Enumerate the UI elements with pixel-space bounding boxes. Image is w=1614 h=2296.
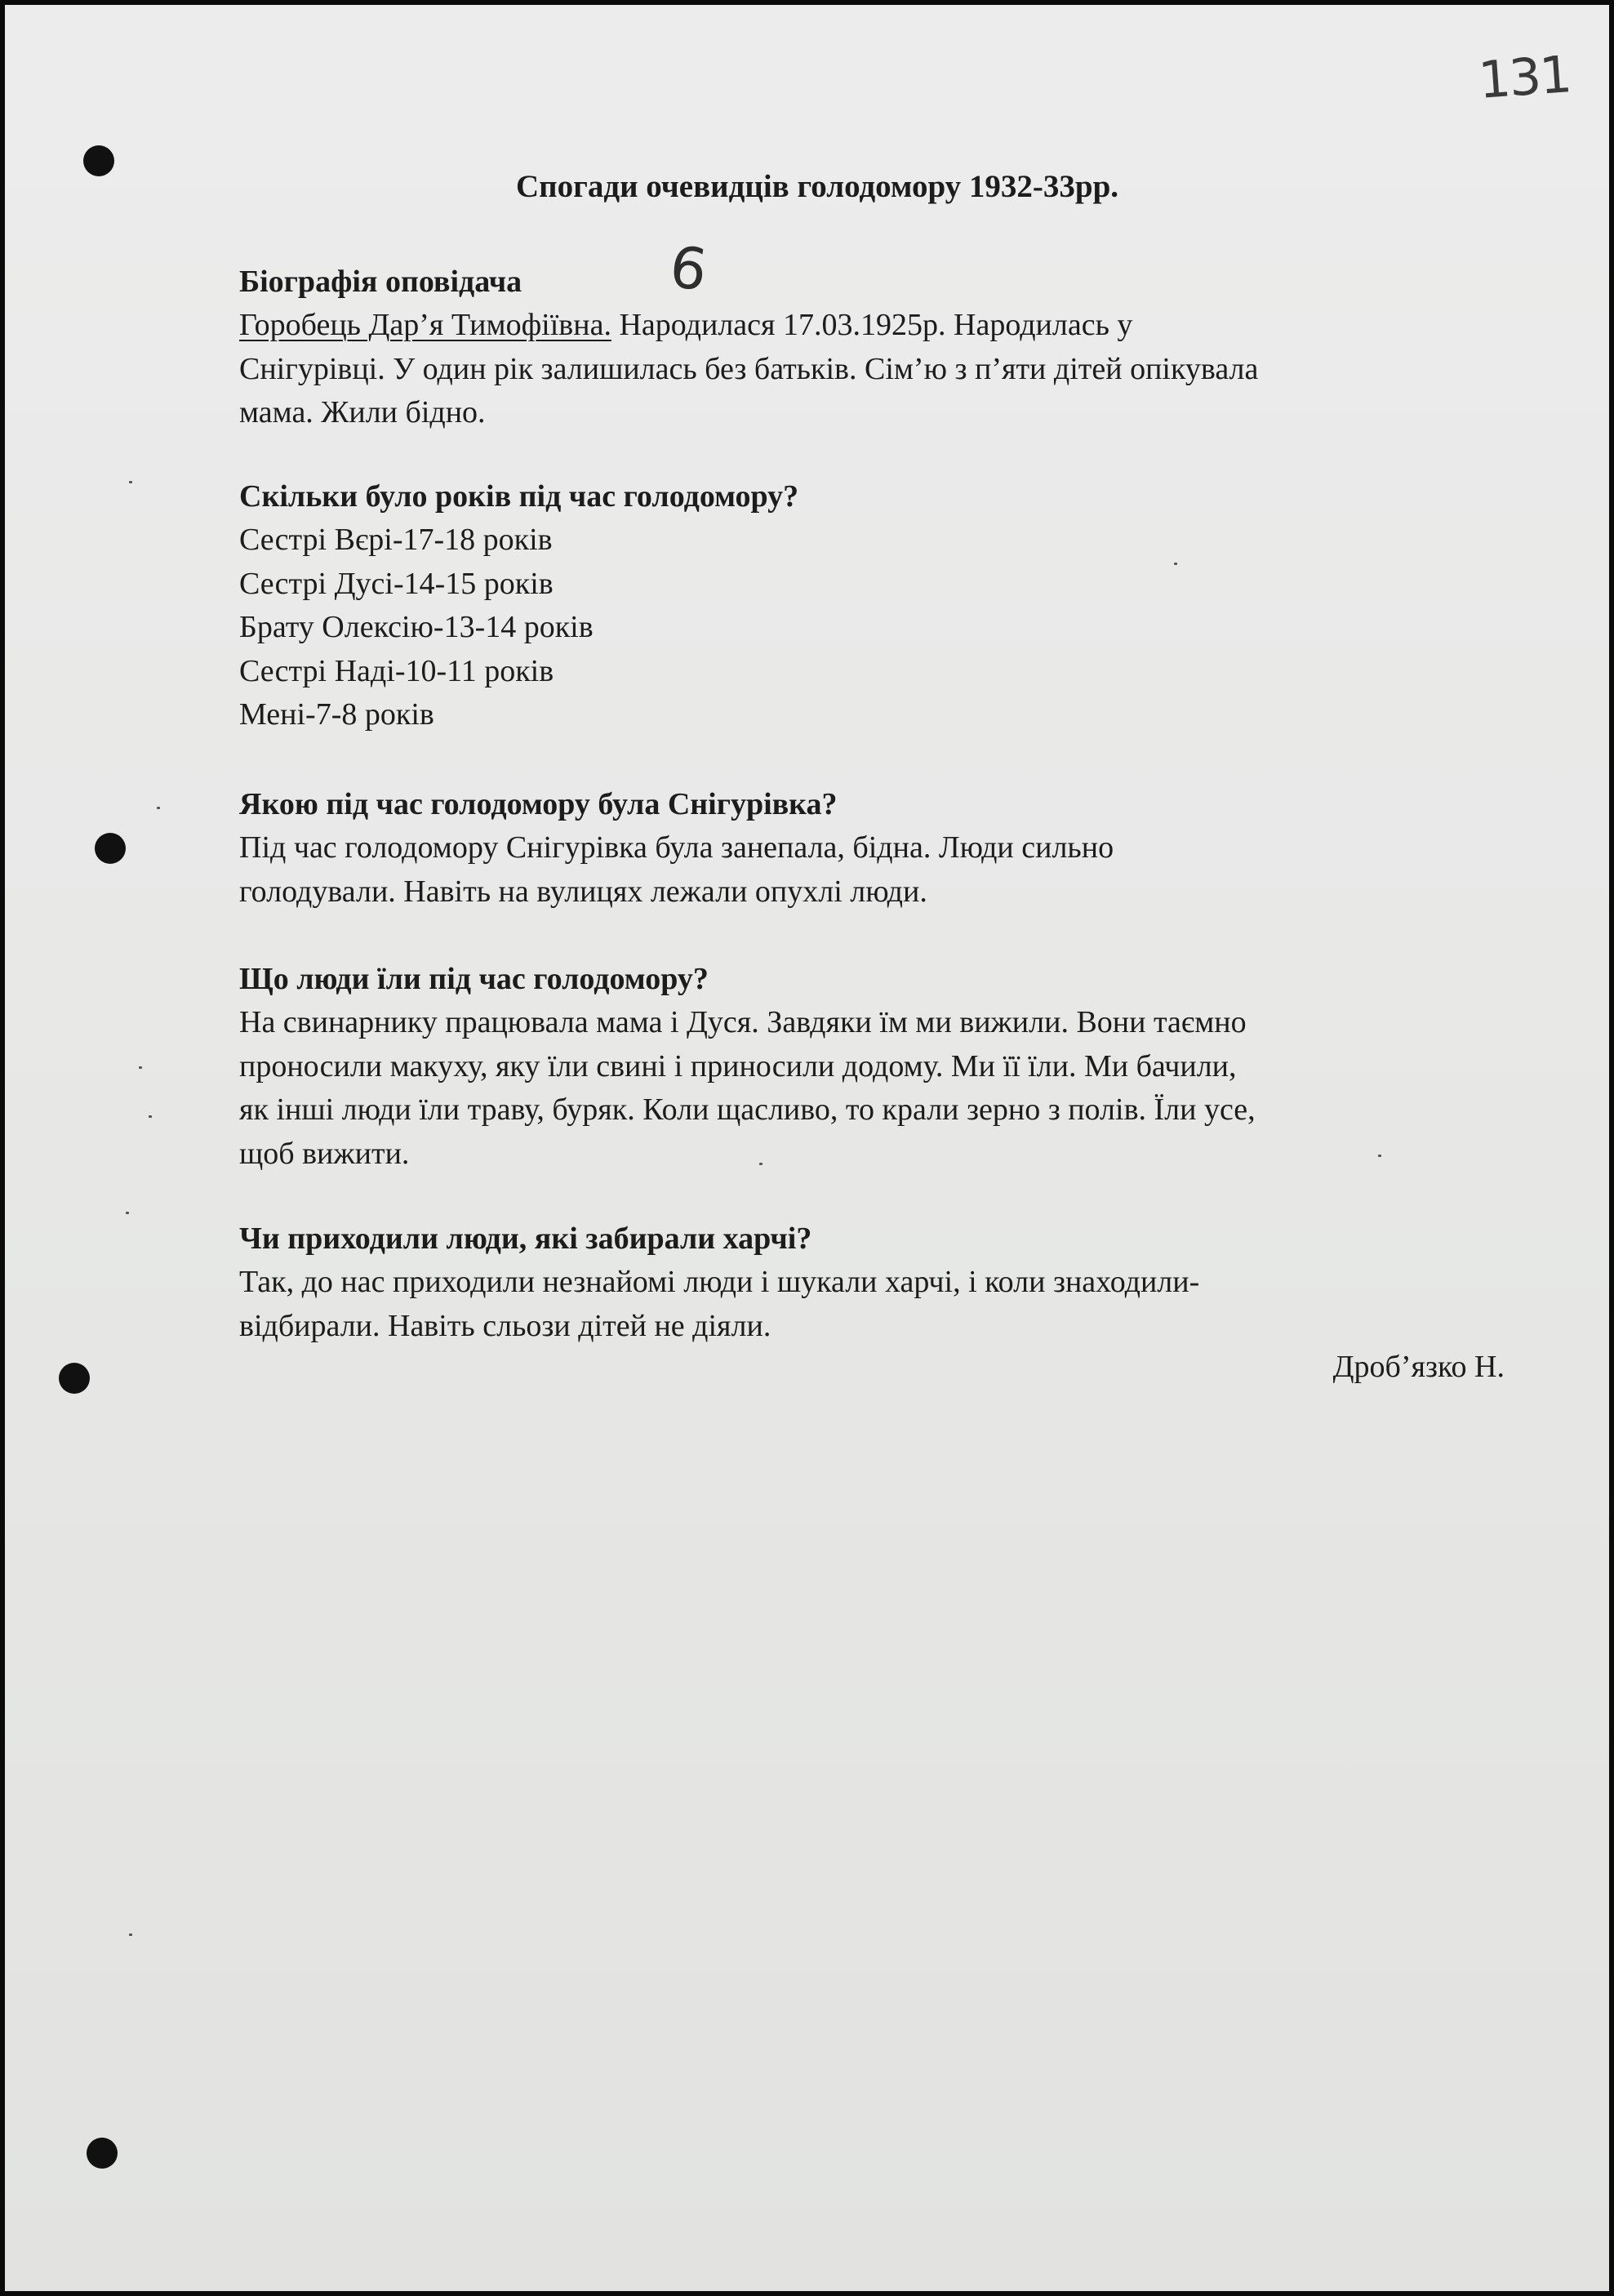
page-title: Спогади очевидців голодомору 1932-33рр.	[516, 169, 1119, 204]
food-section	[239, 957, 1513, 1176]
paragraph-line: щоб вижити.	[239, 1136, 410, 1171]
scan-speck	[157, 807, 160, 809]
list-item: Сестрі Вєрі-17-18 років	[239, 523, 553, 557]
handwritten-mark: 6	[665, 233, 712, 305]
narrator-name: Горобець Дар’я Тимофіївна.	[239, 308, 611, 342]
paragraph-line: відбирали. Навіть сльози дітей не діяли.	[239, 1308, 771, 1343]
punch-hole-icon	[59, 1363, 90, 1394]
scan-speck	[126, 1212, 129, 1214]
punch-hole-icon	[87, 2138, 118, 2169]
list-item: Брату Олексію-13-14 років	[239, 610, 594, 644]
punch-hole-icon	[83, 145, 114, 176]
biography-line: мама. Жили бідно.	[239, 395, 486, 429]
biography-section	[239, 260, 1513, 435]
paragraph-line: На свинарнику працювала мама і Дуся. Завдяки їм ми вижили. Вони таємно	[239, 1005, 1247, 1039]
signature: Дроб’язко Н.	[1332, 1350, 1505, 1384]
paragraph-line: Під час голодомору Снігурівка була занепала, бідна. Люди сильно	[239, 830, 1114, 865]
biography-line: Снігурівці. У один рік залишилась без батьків. Сім’ю з п’яти дітей опікувала	[239, 351, 1259, 386]
biography-text	[239, 304, 1513, 435]
handwritten-folio-number: 131	[1476, 44, 1572, 110]
confiscation-text	[239, 1261, 1513, 1348]
confiscation-section	[239, 1217, 1513, 1348]
scan-speck	[129, 1933, 132, 1936]
document-page	[5, 5, 1609, 2291]
list-item: Мені-7-8 років	[239, 697, 434, 732]
biography-heading: Біографія оповідача	[239, 265, 522, 299]
biography-line	[239, 304, 1513, 348]
paragraph-line: Так, до нас приходили незнайомі люди і шукали харчі, і коли знаходили-	[239, 1265, 1200, 1299]
paragraph-line: голодували. Навіть на вулицях лежали опухлі люди.	[239, 874, 927, 909]
scan-speck	[139, 1066, 142, 1069]
punch-hole-icon	[95, 833, 126, 864]
scan-speck	[129, 481, 132, 483]
food-heading: Що люди їли під час голодомору?	[239, 962, 709, 996]
ages-section	[239, 474, 1513, 737]
birth-info: Народилася 17.03.1925р. Народилась у	[611, 308, 1133, 342]
scan-speck	[149, 1115, 152, 1118]
food-text	[239, 1001, 1513, 1176]
list-item: Сестрі Наді-10-11 років	[239, 653, 554, 688]
paragraph-line: як інші люди їли траву, буряк. Коли щасливо, то крали зерно з полів. Їли усе,	[239, 1092, 1256, 1127]
village-text	[239, 826, 1513, 914]
list-item: Сестрі Дусі-14-15 років	[239, 566, 554, 601]
paragraph-line: проносили макуху, яку їли свині і приносили додому. Ми її їли. Ми бачили,	[239, 1048, 1237, 1083]
village-section	[239, 782, 1513, 914]
village-heading: Якою під час голодомору була Снігурівка?	[239, 787, 838, 821]
ages-heading: Скільки було років під час голодомору?	[239, 479, 799, 514]
ages-list	[239, 518, 1513, 737]
confiscation-heading: Чи приходили люди, які забирали харчі?	[239, 1221, 812, 1256]
